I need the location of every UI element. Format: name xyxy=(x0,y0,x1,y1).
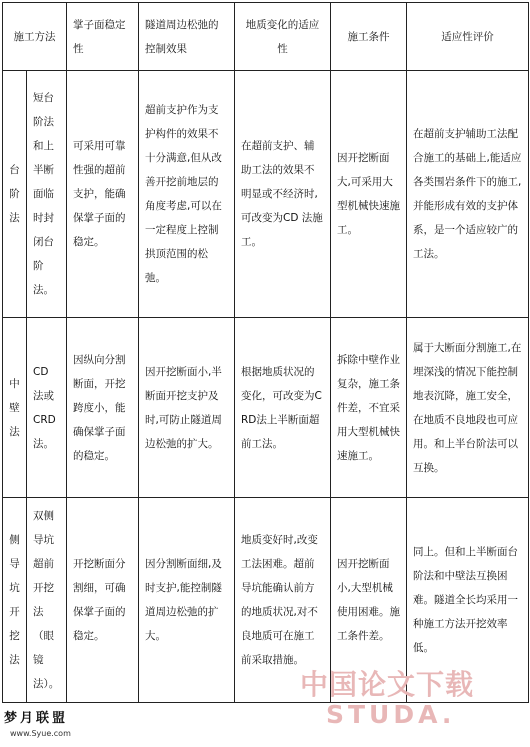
method-sub: CD 法或CRD法。 xyxy=(27,318,67,498)
watermark-url: STUDA. xyxy=(326,700,456,729)
loosening-control-cell: 因分割断面细,及时支护,能控制隧道周边松弛的扩大。 xyxy=(139,498,235,703)
header-row xyxy=(3,3,529,71)
watermark-cn: 中国论文下载 xyxy=(300,668,475,701)
logo-text: 梦月联盟 xyxy=(4,711,69,726)
geology-adapt-cell: 地质变好时,改变工法困难。超前导坑能确认前方的地质状况,对不良地质可在施工前采取措施。 xyxy=(235,498,331,703)
header-evaluation: 适应性评价 xyxy=(407,3,529,71)
method-sub: 短台阶法和上半断面临时封闭台阶法。 xyxy=(27,71,67,318)
method-sub: 双侧导坑超前开挖法（眼镜法）。 xyxy=(27,498,67,703)
method-group: 中壁法 xyxy=(3,318,27,498)
face-stability-cell: 开挖断面分割细，可确保掌子面的稳定。 xyxy=(67,498,139,703)
evaluation-cell: 在超前支护辅助工法配合施工的基础上,能适应各类围岩条件下的施工,并能形成有效的支护体系，是一个适应较广的工法。 xyxy=(407,71,529,318)
geology-adapt-cell: 根据地质状况的变化，可改变为CRD法上半断面超前工法。 xyxy=(235,318,331,498)
geology-adapt-cell: 在超前支护、辅助工法的效果不明显或不经济时,可改变为CD 法施工。 xyxy=(235,71,331,318)
conditions-cell: 因开挖断面小,大型机械使用困难。施工条件差。 xyxy=(331,498,407,703)
method-group: 台阶法 xyxy=(3,71,27,318)
header-loosening-control: 隧道周边松弛的控制效果 xyxy=(139,3,235,71)
header-geology-adapt: 地质变化的适应性 xyxy=(235,3,331,71)
evaluation-cell: 同上。但和上半断面台阶法和中壁法互换困难。隧道全长均采用一种施工方法开挖效率低。 xyxy=(407,498,529,703)
header-method: 施工方法 xyxy=(3,3,67,71)
method-group: 侧导坑开挖法 xyxy=(3,498,27,703)
header-face-stability: 掌子面稳定性 xyxy=(67,3,139,71)
face-stability-cell: 可采用可靠性强的超前支护，能确保掌子面的稳定。 xyxy=(67,71,139,318)
comparison-table xyxy=(2,2,529,703)
table-row-bench xyxy=(3,71,529,318)
logo-site: www.Syue.com xyxy=(10,729,71,738)
header-conditions: 施工条件 xyxy=(331,3,407,71)
loosening-control-cell: 因开挖断面小,半断面开挖支护及时,可防止隧道周边松弛的扩大。 xyxy=(139,318,235,498)
conditions-cell: 因开挖断面大,可采用大型机械快速施工。 xyxy=(331,71,407,318)
evaluation-cell: 属于大断面分割施工,在埋深浅的情况下能控制地表沉降，施工安全，在地质不良地段也可应用。和上半台阶法可以互换。 xyxy=(407,318,529,498)
loosening-control-cell: 超前支护作为支护构件的效果不十分满意,但从改善开挖前地层的角度考虑,可以在一定程度上控制拱顶范围的松弛。 xyxy=(139,71,235,318)
table-row-side-drift xyxy=(3,498,529,703)
table-row-center-wall xyxy=(3,318,529,498)
conditions-cell: 拆除中壁作业复杂，施工条件差，不宜采用大型机械快速施工。 xyxy=(331,318,407,498)
face-stability-cell: 因纵向分割断面，开挖跨度小，能确保掌子面的稳定。 xyxy=(67,318,139,498)
